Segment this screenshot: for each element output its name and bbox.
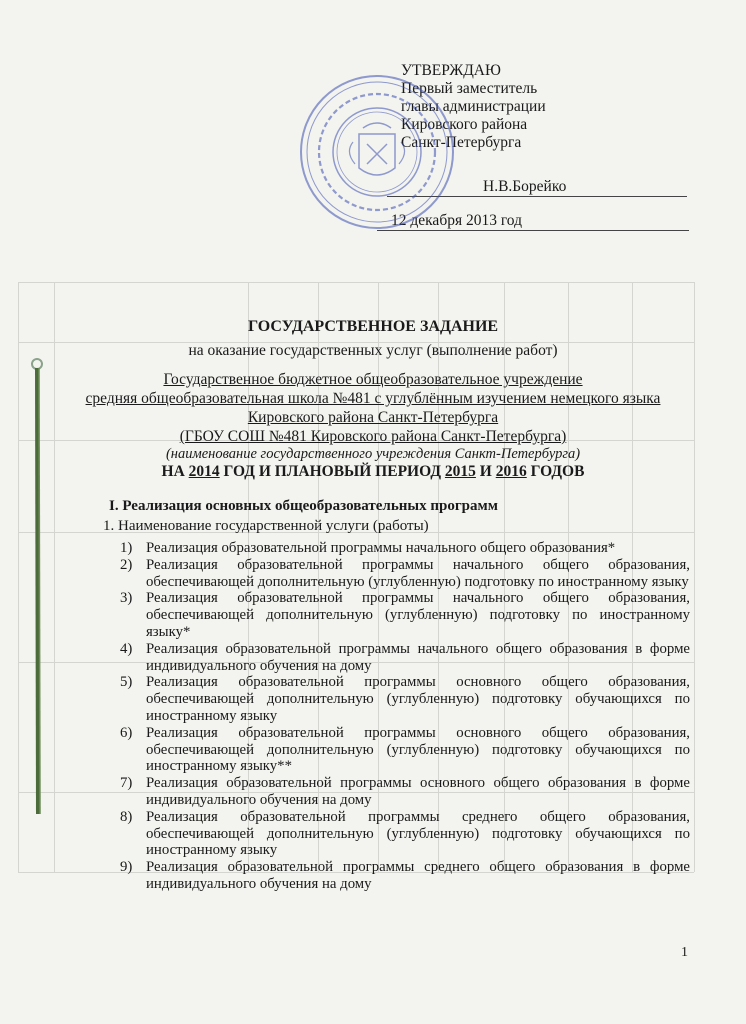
org-note: (наименование государственного учреждения Санкт-Петербурга) bbox=[165, 446, 581, 462]
list-item-number: 7) bbox=[120, 775, 133, 792]
period-text: ГОДОВ bbox=[526, 463, 585, 480]
approval-date: 12 декабря 2013 год bbox=[391, 212, 522, 229]
list-item-text: Реализация образовательной программы начального общего образования* bbox=[146, 540, 616, 556]
approval-line: Санкт-Петербурга bbox=[401, 134, 522, 151]
period-year: 2014 bbox=[188, 463, 220, 480]
document-title: ГОСУДАРСТВЕННОЕ ЗАДАНИЕ bbox=[247, 318, 499, 335]
list-item-text: Реализация образовательной программы среднего общего образования, обеспечивающей дополнительную (углубленную) подготовку обучающихся по иностранному языку bbox=[146, 808, 690, 859]
section-subheading: 1. Наименование государственной услуги (работы) bbox=[103, 518, 429, 534]
period-year: 2015 bbox=[444, 463, 476, 480]
period-heading bbox=[0, 463, 746, 481]
services-list bbox=[120, 540, 690, 893]
page-number: 1 bbox=[681, 945, 688, 960]
section-heading: I. Реализация основных общеобразовательных программ bbox=[109, 498, 498, 514]
list-item-number: 8) bbox=[120, 808, 133, 825]
list-item bbox=[120, 540, 690, 557]
list-item-number: 4) bbox=[120, 640, 133, 657]
approval-line: главы администрации bbox=[401, 98, 546, 115]
period-text: НА bbox=[161, 463, 189, 480]
period-text: И bbox=[475, 463, 496, 480]
org-name-line bbox=[0, 408, 746, 427]
approval-heading: УТВЕРЖДАЮ bbox=[401, 62, 501, 79]
official-stamp-icon bbox=[297, 72, 457, 232]
list-item bbox=[120, 859, 690, 893]
list-item bbox=[120, 725, 690, 775]
list-item-text: Реализация образовательной программы основного общего образования в форме индивидуального обучения на дому bbox=[146, 775, 690, 808]
list-item-number: 6) bbox=[120, 724, 133, 741]
org-text: Кировского района Санкт-Петербурга bbox=[247, 409, 499, 426]
list-item-number: 2) bbox=[120, 556, 133, 573]
list-item bbox=[120, 641, 690, 675]
list-item bbox=[120, 557, 690, 591]
list-item-number: 5) bbox=[120, 674, 133, 691]
list-item-text: Реализация образовательной программы начального общего образования в форме индивидуального обучения на дому bbox=[146, 640, 690, 674]
org-name-line bbox=[0, 370, 746, 389]
org-name-line bbox=[0, 427, 746, 446]
list-item-text: Реализация образовательной программы начального общего образования, обеспечивающей дополнительную (углубленную) подготовку по иностранному языку* bbox=[146, 590, 690, 640]
list-item bbox=[120, 775, 690, 809]
org-text: Государственное бюджетное общеобразовательное учреждение bbox=[163, 371, 583, 388]
list-item-number: 3) bbox=[120, 590, 133, 607]
list-item-number: 9) bbox=[120, 859, 133, 876]
signatory-name: Н.В.Борейко bbox=[483, 178, 567, 195]
period-year: 2016 bbox=[495, 463, 527, 480]
document-subtitle: на оказание государственных услуг (выполнение работ) bbox=[188, 342, 558, 359]
list-item bbox=[120, 674, 690, 724]
approval-line: Первый заместитель bbox=[401, 80, 538, 97]
list-item bbox=[120, 590, 690, 640]
period-text: ГОД И ПЛАНОВЫЙ ПЕРИОД bbox=[219, 463, 445, 480]
list-item-text: Реализация образовательной программы начального общего образования, обеспечивающей дополнительную (углубленную) подготовку по иностранному языку bbox=[146, 556, 690, 590]
list-item-number: 1) bbox=[120, 540, 133, 556]
org-text: (ГБОУ СОШ №481 Кировского района Санкт-Петербурга) bbox=[179, 428, 567, 445]
approval-line: Кировского района bbox=[401, 116, 528, 133]
org-text: средняя общеобразовательная школа №481 с углублённым изучением немецкого языка bbox=[85, 390, 661, 407]
list-item-text: Реализация образовательной программы основного общего образования, обеспечивающей дополнительную (углубленную) подготовку обучающихся по иностранному языку bbox=[146, 674, 690, 724]
org-name-line bbox=[0, 389, 746, 408]
list-item-text: Реализация образовательной программы основного общего образования, обеспечивающей дополнительную (углубленную) подготовку обучающихся по иностранному языку** bbox=[146, 724, 690, 775]
list-item bbox=[120, 809, 690, 859]
list-item-text: Реализация образовательной программы среднего общего образования в форме индивидуального обучения на дому bbox=[146, 859, 690, 892]
